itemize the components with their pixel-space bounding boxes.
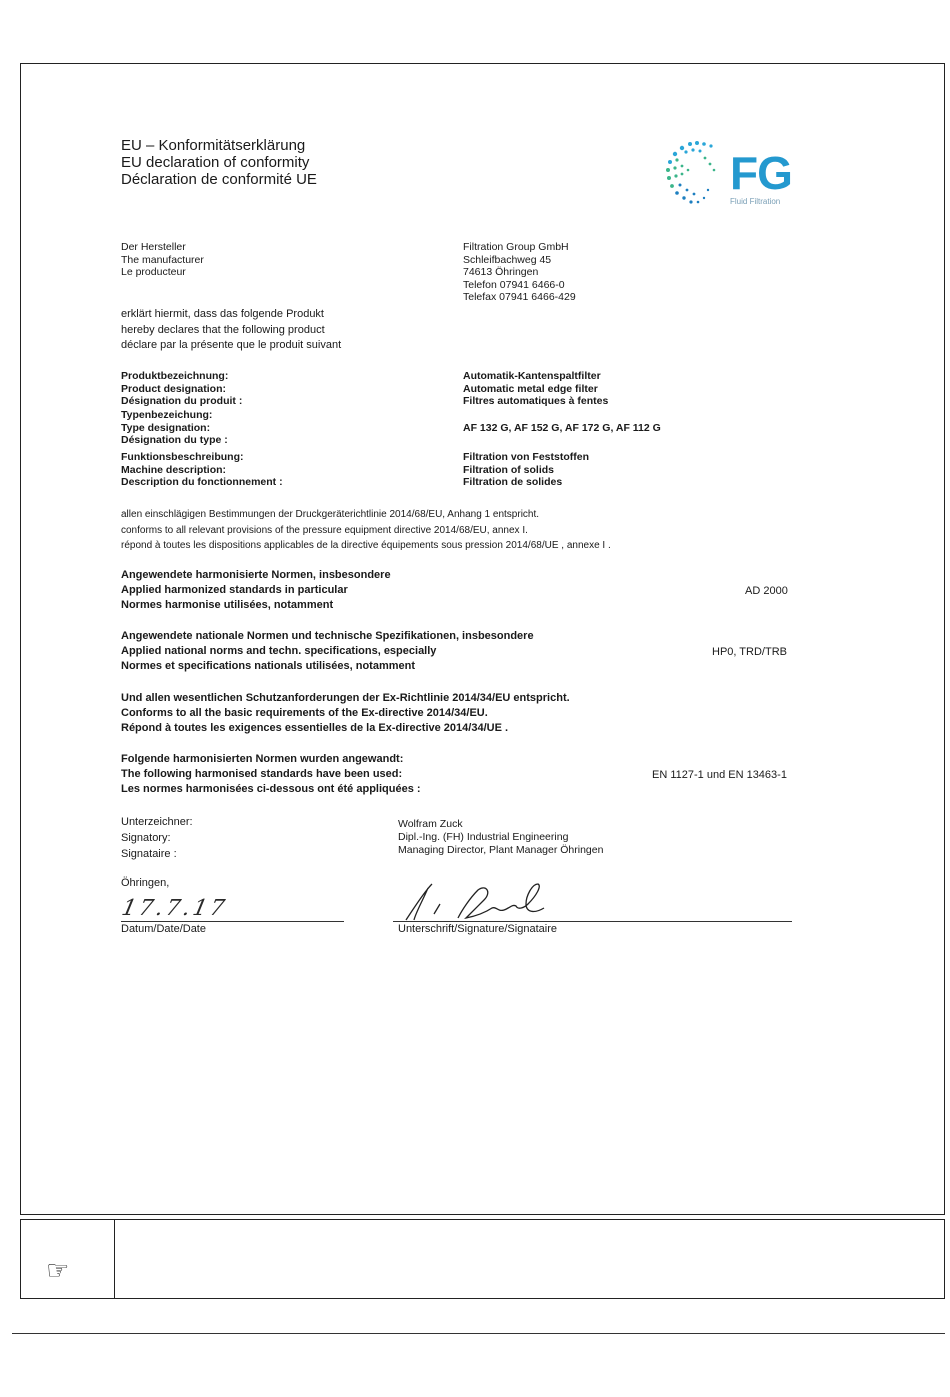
pressure-directive-line: conforms to all relevant provisions of the pressure equipment directive 2014/68/EU, annex I. <box>121 524 528 536</box>
address-line: Filtration Group GmbH <box>463 241 569 253</box>
manufacturer-label: Der Hersteller <box>121 241 186 253</box>
national-norms-value: HP0, TRD/TRB <box>712 646 787 658</box>
product-designation-values <box>463 370 608 408</box>
note-box <box>20 1219 945 1299</box>
pressure-directive-line: allen einschlägigen Bestimmungen der Druckgeräterichtlinie 2014/68/EU, Anhang 1 entspricht. <box>121 509 540 520</box>
ex-directive-line: Répond à toutes les exigences essentielles de la Ex-directive 2014/34/UE . <box>121 722 509 734</box>
ex-directive-line: Und allen wesentlichen Schutzanforderungen der Ex-Richtlinie 2014/34/EU entspricht. <box>121 692 570 704</box>
title-en: EU declaration of conformity <box>121 154 310 171</box>
harmonized-standards-value: AD 2000 <box>745 585 788 597</box>
address-line: Telefax 07941 6466-429 <box>463 291 576 304</box>
pressure-directive-statement <box>121 507 611 554</box>
footer-rule <box>12 1333 945 1334</box>
function-description-values <box>463 451 589 489</box>
dot-swirl-logo-icon <box>660 138 732 210</box>
manufacturer-label: Le producteur <box>121 266 186 279</box>
function-description-label: Machine description: <box>121 463 227 476</box>
address-line: Telefon 07941 6466-0 <box>463 278 565 291</box>
address-line: 74613 Öhringen <box>463 266 539 279</box>
note-divider <box>114 1220 115 1298</box>
handwritten-signature <box>400 878 560 924</box>
pressure-directive-line: répond à toutes les dispositions applicables de la directive équipements sous pression 2014/68/UE , annexe I . <box>121 540 611 551</box>
declaration-title <box>121 137 317 188</box>
place-label: Öhringen, <box>121 877 170 889</box>
date-caption: Datum/Date/Date <box>121 923 206 935</box>
declaration-statement <box>121 307 341 354</box>
signatory-labels <box>121 814 193 862</box>
manufacturer-address <box>463 241 576 304</box>
declares-line: hereby declares that the following product <box>121 323 325 336</box>
signatory-label: Unterzeichner: <box>121 816 193 828</box>
function-description-label: Description du fonctionnement : <box>121 476 283 489</box>
title-fr: Déclaration de conformité UE <box>121 171 317 188</box>
function-description-labels <box>121 451 283 489</box>
signatory-label: Signatory: <box>121 832 171 844</box>
type-designation-labels <box>121 409 228 447</box>
function-description-value: Filtration von Feststoffen <box>463 451 589 463</box>
national-norms-labels <box>121 629 534 674</box>
type-designation-label: Typenbezeichung: <box>121 409 213 421</box>
ex-directive-statement <box>121 691 570 736</box>
national-norms-line: Applied national norms and techn. specifications, especially <box>121 645 437 657</box>
product-designation-value: Automatic metal edge filter <box>463 382 598 395</box>
harmonized-standards-line: Applied harmonized standards in particular <box>121 584 348 596</box>
type-designation-label: Type designation: <box>121 421 211 434</box>
ex-standards-line: Les normes harmonisées ci-dessous ont été appliquées : <box>121 783 421 795</box>
declares-line: erklärt hiermit, dass das folgende Produkt <box>121 308 324 320</box>
signatory-details <box>398 818 603 857</box>
harmonized-standards-line: Angewendete harmonisierte Normen, insbesondere <box>121 569 391 581</box>
product-designation-label: Désignation du produit : <box>121 395 243 408</box>
title-de: EU – Konformitätserklärung <box>121 137 306 154</box>
declares-line: déclare par la présente que le produit suivant <box>121 339 342 351</box>
product-designation-value: Filtres automatiques à fentes <box>463 395 609 408</box>
harmonized-standards-line: Normes harmonise utilisées, notamment <box>121 599 334 611</box>
function-description-value: Filtration de solides <box>463 476 563 489</box>
signatory-position: Managing Director, Plant Manager Öhringen <box>398 844 604 856</box>
type-designation-label: Désignation du type : <box>121 434 228 447</box>
handwritten-date: 17.7.17 <box>119 896 230 921</box>
company-logo-tagline: Fluid Filtration <box>730 197 781 206</box>
pointing-hand-icon: ☞ <box>46 1256 70 1286</box>
product-designation-label: Product designation: <box>121 382 226 395</box>
ex-standards-line: Folgende harmonisierten Normen wurden angewandt: <box>121 753 404 765</box>
manufacturer-labels <box>121 241 204 279</box>
product-designation-labels <box>121 370 242 408</box>
manufacturer-label: The manufacturer <box>121 253 204 266</box>
product-designation-label: Produktbezeichnung: <box>121 370 229 382</box>
address-line: Schleifbachweg 45 <box>463 253 552 266</box>
signatory-name: Wolfram Zuck <box>398 818 463 830</box>
company-logo-mark: FG <box>730 147 792 199</box>
signatory-title: Dipl.-Ing. (FH) Industrial Engineering <box>398 831 569 843</box>
national-norms-line: Angewendete nationale Normen und technische Spezifikationen, insbesondere <box>121 630 534 642</box>
national-norms-line: Normes et specifications nationals utilisées, notamment <box>121 660 416 672</box>
signature-caption: Unterschrift/Signature/Signataire <box>398 923 557 935</box>
ex-directive-line: Conforms to all the basic requirements of the Ex-directive 2014/34/EU. <box>121 707 488 719</box>
type-designation-value: AF 132 G, AF 152 G, AF 172 G, AF 112 G <box>463 422 661 434</box>
ex-standards-line: The following harmonised standards have been used: <box>121 768 403 780</box>
ex-standards-value: EN 1127-1 und EN 13463-1 <box>652 769 787 781</box>
ex-standards-labels <box>121 752 421 797</box>
harmonized-standards-labels <box>121 568 391 613</box>
function-description-label: Funktionsbeschreibung: <box>121 451 244 463</box>
product-designation-value: Automatik-Kantenspaltfilter <box>463 370 601 382</box>
signatory-label: Signataire : <box>121 848 177 860</box>
function-description-value: Filtration of solids <box>463 463 554 476</box>
